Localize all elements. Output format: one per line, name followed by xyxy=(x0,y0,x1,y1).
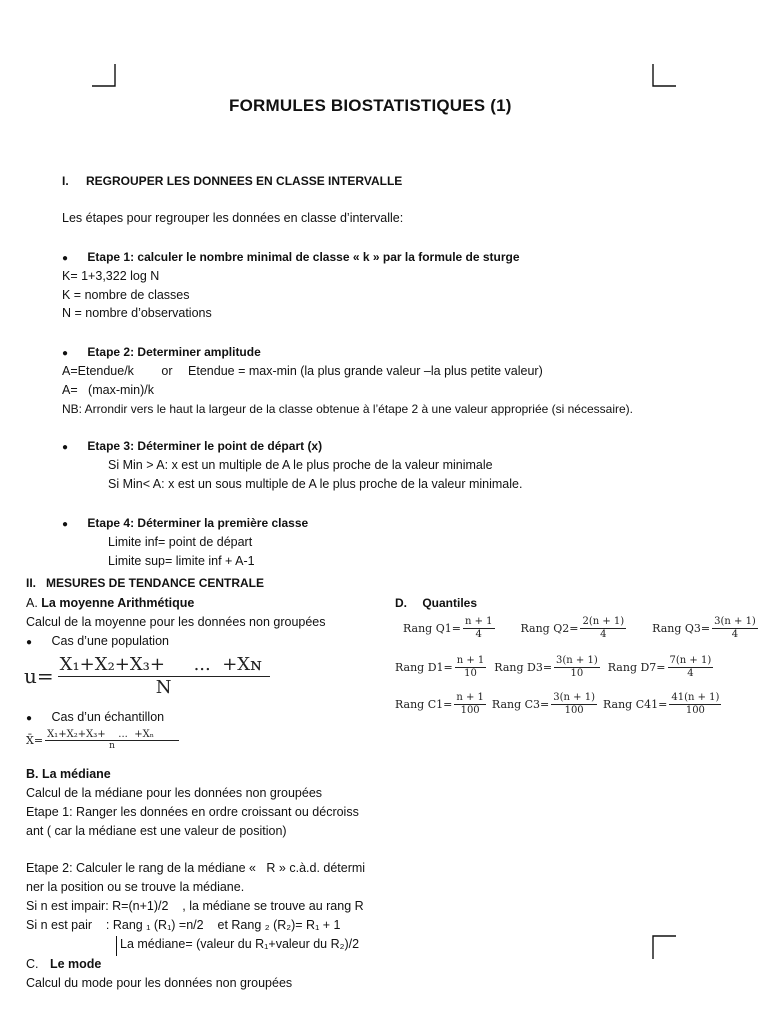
median-heading: B. La médiane xyxy=(26,767,111,781)
quantile-row-centiles xyxy=(395,692,723,716)
quantile-label: Rang D3= xyxy=(494,660,553,674)
step1-line: K = nombre de classes xyxy=(62,288,190,302)
mean-line: Calcul de la moyenne pour les données non groupées xyxy=(26,615,326,629)
quantile-label: Rang Q3= xyxy=(652,621,711,635)
median-line: Si n est impair: R=(n+1)/2 , la médiane se trouve au rang R xyxy=(26,899,364,913)
sample-case: ● Cas d’un échantillon xyxy=(26,710,165,724)
sample-mean-formula xyxy=(26,729,179,751)
formula-numerator: X₁+X₂+X₃+ ... +Xɴ xyxy=(58,654,270,677)
step1-line: N = nombre d’observations xyxy=(62,306,212,320)
median-bracket xyxy=(116,936,117,956)
step4-title: ● Etape 4: Déterminer la première classe xyxy=(62,516,309,530)
step2-note: NB: Arrondir vers le haut la largeur de la classe obtenue à l’étape 2 à une valeur appropriée (si nécessaire). xyxy=(62,402,633,416)
median-formula-line: La médiane= (valeur du R₁+valeur du R₂)/2 xyxy=(120,937,360,951)
step3-line: Si Min< A: x est un sous multiple de A le plus proche de la valeur minimale. xyxy=(108,477,523,491)
step2-line2: A= (max-min)/k xyxy=(62,383,155,397)
median-line: Etape 2: Calculer le rang de la médiane « R » c.à.d. détermi xyxy=(26,861,366,875)
crop-mark-top-right-icon xyxy=(652,64,676,88)
formula-lhs: u= xyxy=(24,664,54,688)
quantile-label: Rang D1= xyxy=(395,660,453,674)
bullet-icon: ● xyxy=(62,348,69,359)
quantile-fraction: $\frac{n + 1}{100}$ xyxy=(456,692,484,716)
median-line: ant ( car la médiane est une valeur de position) xyxy=(26,824,287,838)
mode-heading: C. Le mode xyxy=(26,957,102,971)
quantile-label: Rang C1= xyxy=(395,697,453,711)
quantile-fraction: $\frac{3(n + 1)}{10}$ xyxy=(556,655,598,679)
quantile-fraction: $\frac{7(n + 1)}{4}$ xyxy=(669,655,712,679)
quantile-fraction: $\frac{3(n + 1)}{4}$ xyxy=(714,616,756,640)
median-even-line: Si n est pair : Rang ₁ (R₁) =n/2 et Rang ₂ (R₂)= R₁ + 1 xyxy=(26,918,341,932)
quantile-fraction: $\frac{3(n + 1)}{100}$ xyxy=(553,692,595,716)
bullet-icon: ● xyxy=(62,519,69,530)
step4-line: Limite inf= point de départ xyxy=(108,535,253,549)
median-line: Calcul de la médiane pour les données non groupées xyxy=(26,786,323,800)
quantile-fraction: $\frac{n + 1}{10}$ xyxy=(456,655,485,679)
formula-denominator: N xyxy=(155,677,172,698)
step4-line: Limite sup= limite inf + A-1 xyxy=(108,554,255,568)
section1-title: REGROUPER LES DONNEES EN CLASSE INTERVALLE xyxy=(86,174,403,188)
crop-mark-bottom-right-icon xyxy=(652,935,676,959)
step2-line1: A=Etendue/k or Etendue = max-min (la plus grande valeur –la plus petite valeur) xyxy=(62,364,543,378)
quantile-fraction: $\frac{n + 1}{4}$ xyxy=(464,616,493,640)
quantile-label: Rang D7= xyxy=(607,660,666,674)
quantile-fraction: $\frac{2(n + 1)}{4}$ xyxy=(582,616,625,640)
section1-intro: Les étapes pour regrouper les données en classe d’intervalle: xyxy=(62,211,404,225)
median-line: ner la position ou se trouve la médiane. xyxy=(26,880,245,894)
quantile-label: Rang C41= xyxy=(602,697,668,711)
quantiles-heading: D. Quantiles xyxy=(395,596,478,610)
quantile-row-deciles xyxy=(395,655,715,679)
section1-heading xyxy=(62,174,402,188)
quantile-label: Rang Q1= xyxy=(403,621,461,635)
crop-mark-top-left-icon xyxy=(92,64,116,88)
bullet-icon: ● xyxy=(26,713,33,724)
bullet-icon: ● xyxy=(62,253,69,264)
section1-number: I. xyxy=(62,174,69,188)
page-title: FORMULES BIOSTATISTIQUES (1) xyxy=(229,96,512,115)
mode-line: Calcul du mode pour les données non groupées xyxy=(26,976,293,990)
step2-title: ● Etape 2: Determiner amplitude xyxy=(62,345,261,359)
quantile-fraction: $\frac{41(n + 1)}{100}$ xyxy=(671,692,720,716)
mean-heading: A. La moyenne Arithmétique xyxy=(26,596,195,610)
population-mean-formula xyxy=(24,654,270,698)
bullet-icon: ● xyxy=(62,442,69,453)
bullet-icon: ● xyxy=(26,637,33,648)
section2-heading: II. MESURES DE TENDANCE CENTRALE xyxy=(26,576,265,590)
step1-title: ● Etape 1: calculer le nombre minimal de classe « k » par la formule de sturge xyxy=(62,250,520,264)
step1-line: K= 1+3,322 log N xyxy=(62,269,160,283)
median-line: Etape 1: Ranger les données en ordre croissant ou décroiss xyxy=(26,805,359,819)
formula-denominator: n xyxy=(109,741,115,751)
formula-lhs: X̄= xyxy=(26,733,44,747)
population-case: ● Cas d’une population xyxy=(26,634,169,648)
quantile-row-quartiles xyxy=(395,616,760,640)
quantile-label: Rang C3= xyxy=(491,697,550,711)
formula-numerator: X₁+X₂+X₃+ ... +Xₙ xyxy=(45,729,179,741)
step3-title: ● Etape 3: Déterminer le point de départ (x) xyxy=(62,439,323,453)
quantile-label: Rang Q2= xyxy=(520,621,579,635)
step3-line: Si Min > A: x est un multiple de A le plus proche de la valeur minimale xyxy=(108,458,493,472)
